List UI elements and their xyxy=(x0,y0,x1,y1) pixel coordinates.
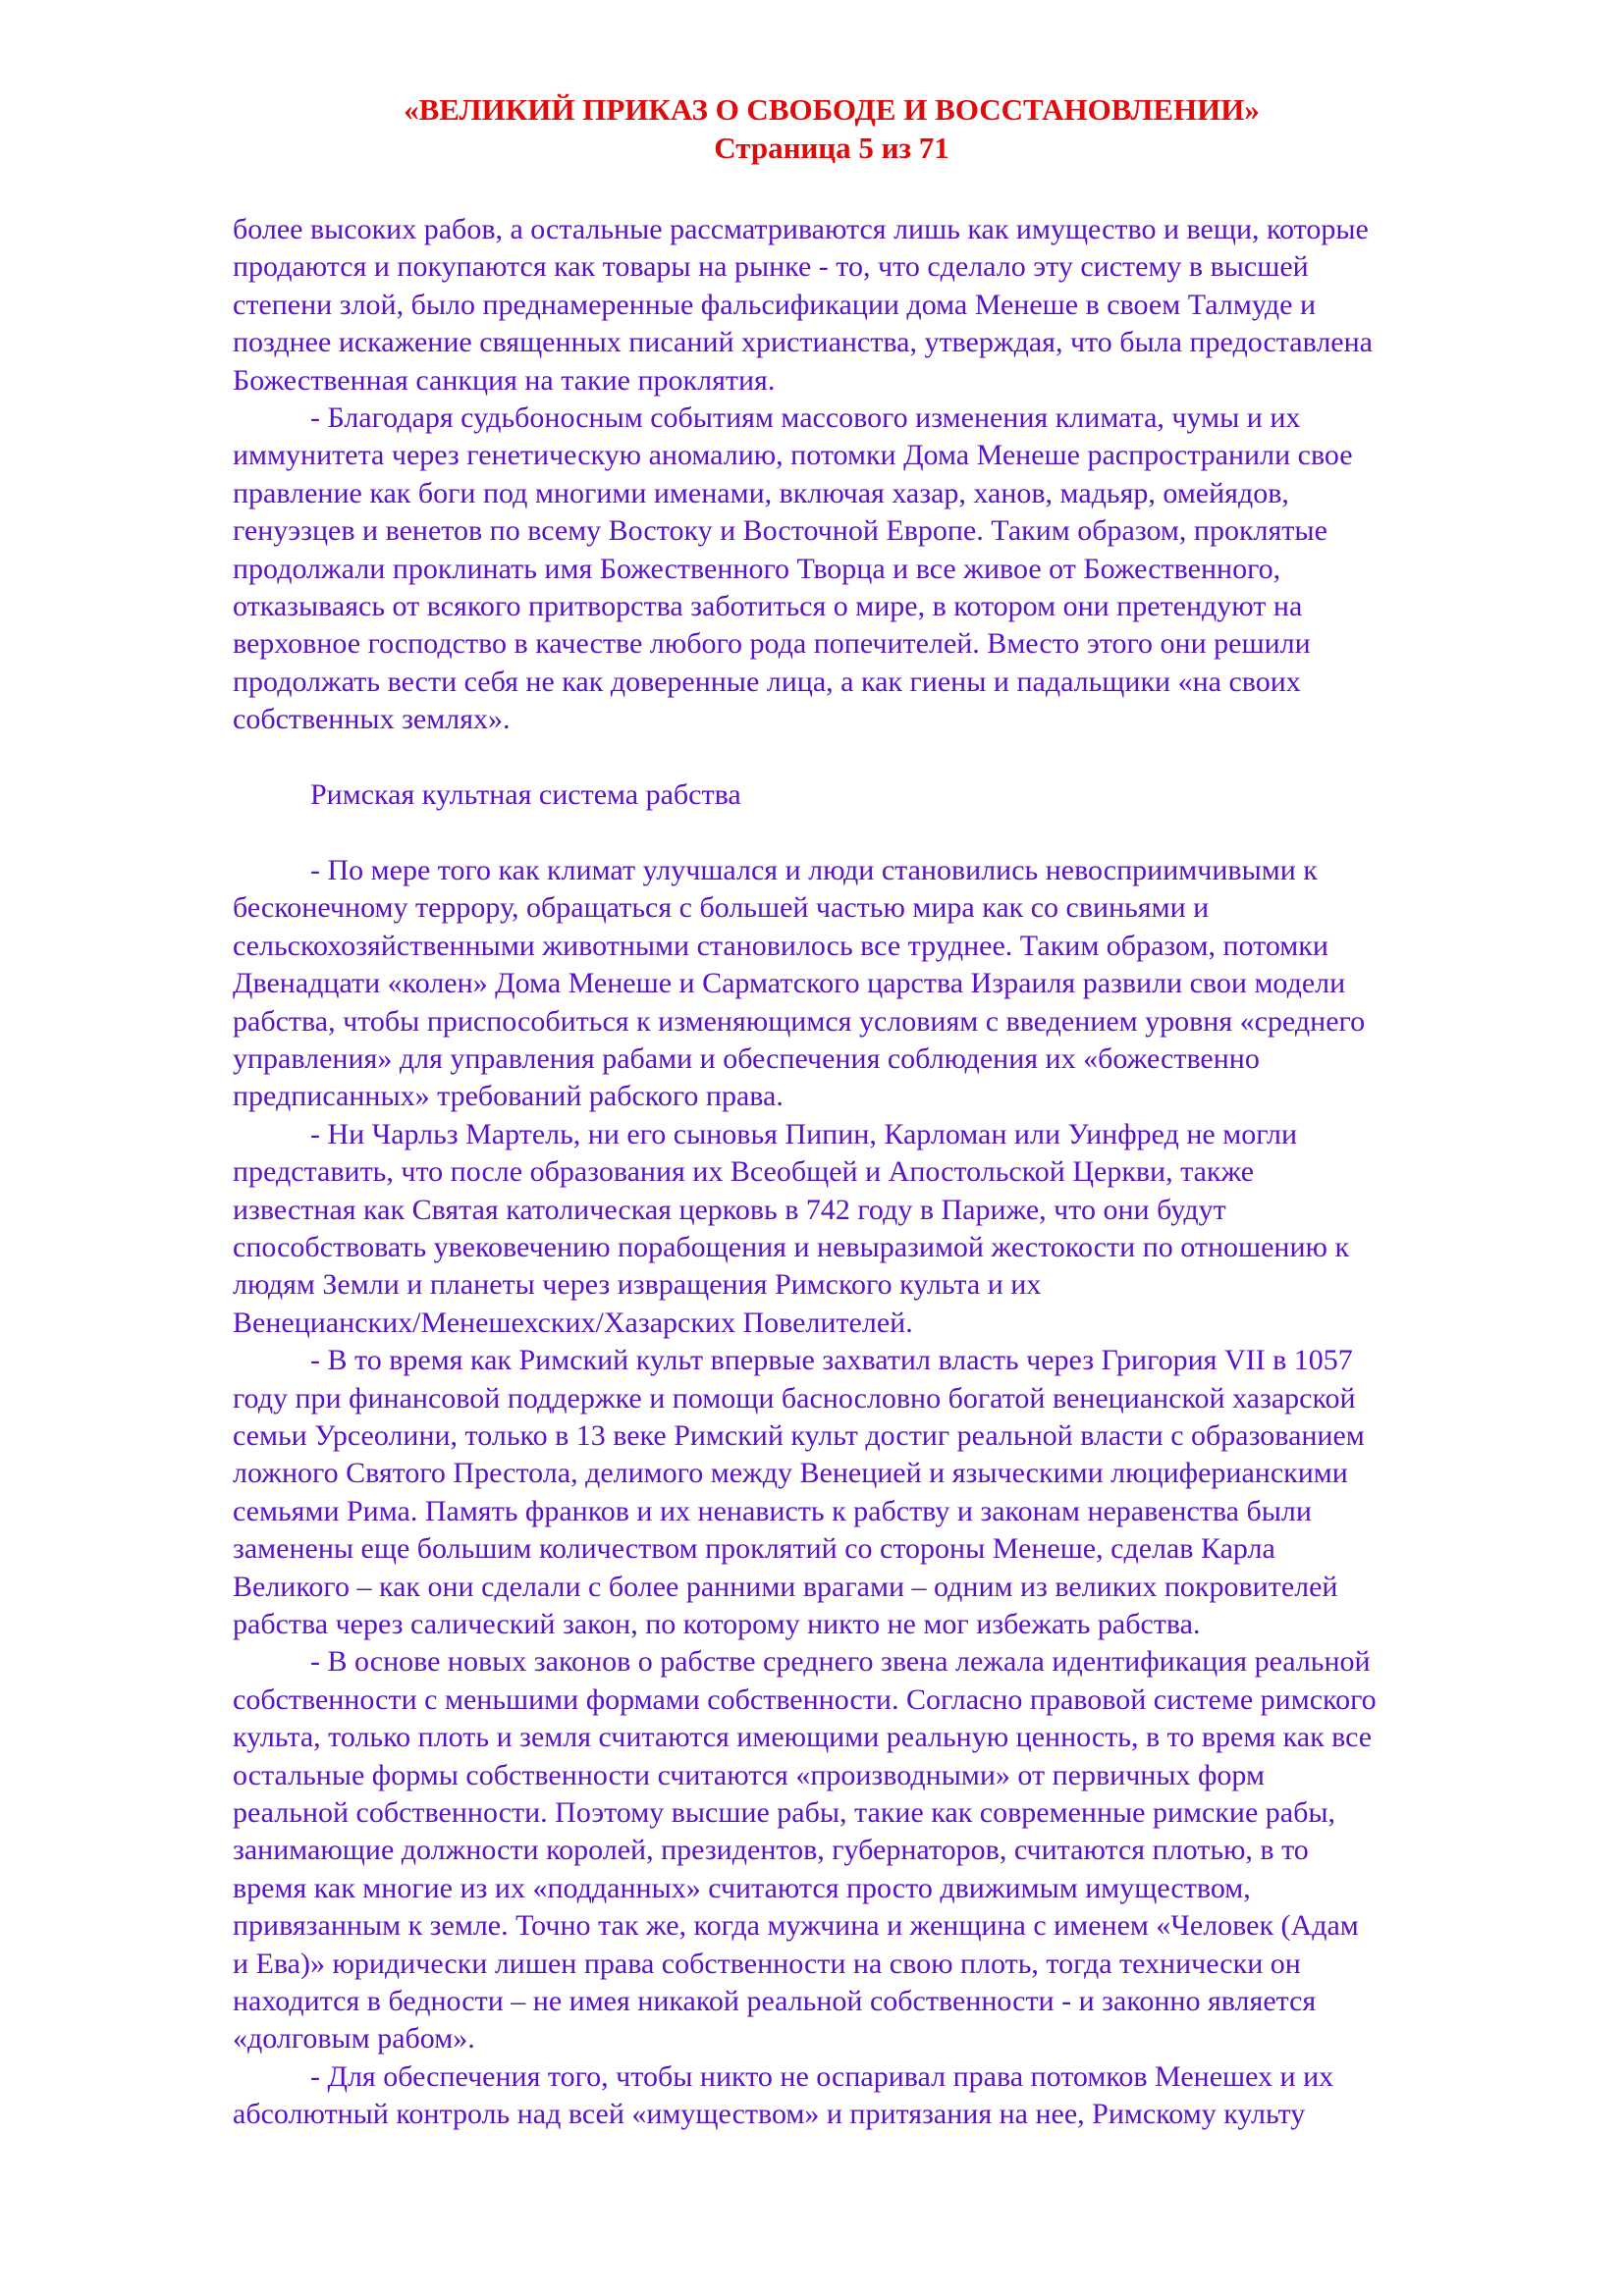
text-line: бесконечному террору, обращаться с большей частью мира как со свиньями и xyxy=(233,891,1210,925)
text-line: рабства через салический закон, по которому никто не мог избежать рабства. xyxy=(233,1608,1201,1640)
text-line: правление как боги под многими именами, включая хазар, ханов, мадьяр, омейядов, xyxy=(233,476,1289,509)
text-line: сельскохозяйственными животными становилось все труднее. Таким образом, потомки xyxy=(233,929,1328,962)
text-line: продолжать вести себя не как доверенные лица, а как гиены и падальщики «на своих xyxy=(233,665,1301,698)
section-heading: Римская культная система рабства xyxy=(310,778,741,812)
text-line: семьи Урсеолини, только в 13 веке Римский культ достиг реальной власти с образованием xyxy=(233,1418,1365,1452)
text-line: Божественная санкция на такие проклятия. xyxy=(233,363,776,397)
text-line: собственности с меньшими формами собственности. Согласно правовой системе римского xyxy=(233,1682,1377,1716)
text-line: способствовать увековечению порабощения и невыразимой жестокости по отношению к xyxy=(233,1230,1350,1263)
text-line: - Благодаря судьбоносным событиям массового изменения климата, чумы и их xyxy=(310,401,1301,435)
paragraph xyxy=(233,1342,1539,1643)
text-line: управления» для управления рабами и обеспечения соблюдения их «божественно xyxy=(233,1041,1260,1075)
text-line: верховное господство в качестве любого рода попечителей. Вместо этого они решили xyxy=(233,627,1311,661)
text-line: представить, что после образования их Всеобщей и Апостольской Церкви, также xyxy=(233,1155,1255,1189)
paragraph xyxy=(233,2058,1539,2134)
text-line: продолжали проклинать имя Божественного Творца и все живое от Божественного, xyxy=(233,552,1281,585)
blank-line xyxy=(233,814,1539,851)
text-line: людям Земли и планеты через извращения Римского культа и их xyxy=(233,1268,1042,1302)
text-line: и Ева)» юридически лишен права собственности на свою плоть, тогда технически он xyxy=(233,1947,1301,1980)
text-line: году при финансовой поддержке и помощи баснословно богатой венецианской хазарской xyxy=(233,1381,1356,1415)
text-line: Великого – как они сделали с более ранними врагами – одним из великих покровителей xyxy=(233,1570,1338,1603)
text-line: - По мере того как климат улучшался и люди становились невосприимчивыми к xyxy=(310,853,1318,886)
page-header xyxy=(0,90,1624,167)
document-title: «ВЕЛИКИЙ ПРИКАЗ О СВОБОДЕ И ВОССТАНОВЛЕНИИ» xyxy=(404,92,1260,127)
text-line: рабства, чтобы приспособиться к изменяющимся условиям с введением уровня «среднего xyxy=(233,1004,1366,1038)
text-line: степени злой, было преднамеренные фальсификации дома Менеше в своем Талмуде и xyxy=(233,288,1317,321)
text-line: позднее искажение священных писаний христианства, утверждая, что была предоставлена xyxy=(233,326,1373,359)
text-line: предписанных» требований рабского права. xyxy=(233,1080,784,1113)
text-line: остальные формы собственности считаются «производными» от первичных форм xyxy=(233,1758,1265,1791)
text-line: заменены еще большим количеством проклятий со стороны Менеше, сделав Карла xyxy=(233,1532,1275,1566)
text-line: более высоких рабов, а остальные рассматриваются лишь как имущество и вещи, которые xyxy=(233,213,1369,245)
text-line: иммунитета через генетическую аномалию, потомки Дома Менеше распространили свое xyxy=(233,439,1353,472)
text-line: ложного Святого Престола, делимого между Венецией и языческими люциферианскими xyxy=(233,1457,1348,1490)
text-line: Двенадцати «колен» Дома Менеше и Сарматского царства Израиля развили свои модели xyxy=(233,967,1346,1000)
text-line: культа, только плоть и земля считаются имеющими реальную ценность, в то время как все xyxy=(233,1721,1373,1754)
text-line: время как многие из их «подданных» считаются просто движимым имуществом, xyxy=(233,1871,1251,1904)
text-line: привязанным к земле. Точно так же, когда мужчина и женщина с именем «Человек (Адам xyxy=(233,1909,1359,1943)
paragraph xyxy=(233,211,1539,400)
text-line: генуэзцев и венетов по всему Востоку и Восточной Европе. Таким образом, проклятые xyxy=(233,514,1327,548)
text-line: известная как Святая католическая церковь в 742 году в Париже, что они будут xyxy=(233,1193,1226,1226)
text-line: продаются и покупаются как товары на рынке - то, что сделало эту систему в высшей xyxy=(233,250,1309,284)
paragraph xyxy=(233,1643,1539,2057)
text-line: - Для обеспечения того, чтобы никто не оспаривал права потомков Менешех и их xyxy=(310,2059,1334,2093)
text-line: - В то время как Римский культ впервые захватил власть через Григория VII в 1057 xyxy=(310,1344,1353,1377)
paragraph xyxy=(233,852,1539,1116)
text-line: - В основе новых законов о рабстве среднего звена лежала идентификация реальной xyxy=(310,1645,1371,1679)
text-line: находится в бедности – не имея никакой реальной собственности - и законно является xyxy=(233,1985,1317,2018)
text-line: отказываясь от всякого притворства заботиться о мире, в котором они претендуют на xyxy=(233,590,1303,623)
text-line: - Ни Чарльз Мартель, ни его сыновья Пипин, Карломан или Уинфред не могли xyxy=(310,1117,1297,1150)
paragraph xyxy=(233,1116,1539,1342)
text-line: абсолютный контроль над всей «имуществом» и притязания на нее, Римскому культу xyxy=(233,2098,1306,2131)
paragraph xyxy=(233,400,1539,739)
blank-line xyxy=(233,739,1539,776)
text-line: «долговым рабом». xyxy=(233,2022,475,2056)
text-line: Венецианских/Менешехских/Хазарских Повелителей. xyxy=(233,1306,913,1339)
text-line: реальной собственности. Поэтому высшие рабы, такие как современные римские рабы, xyxy=(233,1796,1336,1830)
text-line: семьями Рима. Память франков и их ненависть к рабству и законам неравенства были xyxy=(233,1494,1312,1527)
page-indicator: Страница 5 из 71 xyxy=(714,131,949,165)
text-line: занимающие должности королей, президентов, губернаторов, считаются плотью, в то xyxy=(233,1834,1309,1867)
document-body xyxy=(233,211,1539,2134)
text-line: собственных землях». xyxy=(233,703,511,736)
